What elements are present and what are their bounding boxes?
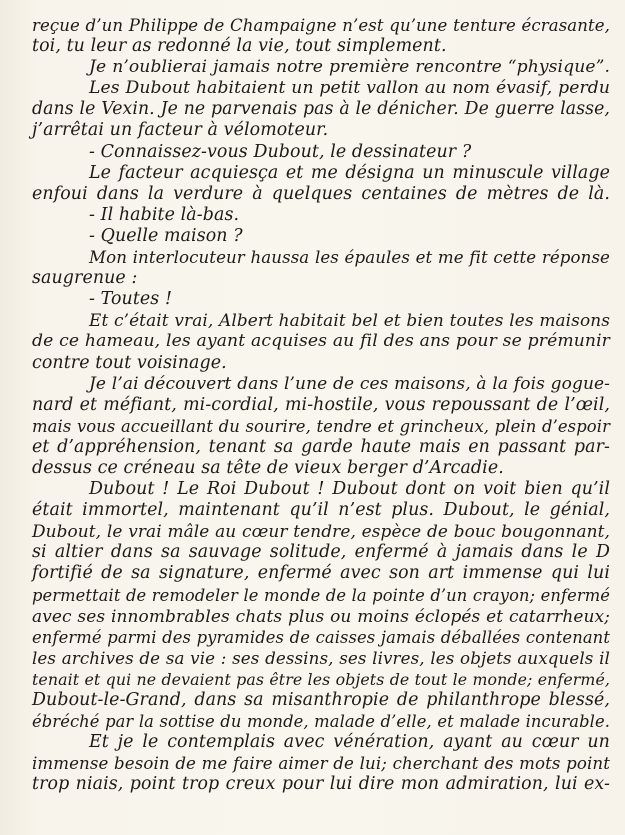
body-text [0, 15, 625, 795]
text-line: Dubout, le vrai mâle au cœur tendre, espèce de bouc bougonnant, [32, 521, 610, 542]
text-line: Les Dubout habitaient un petit vallon au nom évasif, perdu [89, 78, 610, 99]
text-line: toi, tu leur as redonné la vie, tout simplement. [32, 36, 447, 57]
text-line: et d’appréhension, tenant sa garde haute mais en passant par- [32, 436, 610, 457]
text-line: de ce hameau, les ayant acquises au fil des ans pour se prémunir [32, 331, 610, 352]
text-line: contre tout voisinage. [32, 352, 227, 373]
text-line: dans le Vexin. Je ne parvenais pas à le dénicher. De guerre lasse, [32, 99, 610, 120]
text-line: Mon interlocuteur haussa les épaules et me fit cette réponse [89, 248, 610, 268]
text-line: Dubout ! Le Roi Dubout ! Dubout dont on voit bien qu’il [89, 479, 610, 500]
text-line: était immortel, maintenant qu’il n’est plus. Dubout, le génial, [32, 500, 610, 521]
text-line: si altier dans sa sauvage solitude, enfermé à jamais dans le D [32, 542, 610, 563]
text-line: Je n’oublierai jamais notre première rencontre “physique”. [89, 57, 610, 78]
text-line: trop niais, point trop creux pour lui dire mon admiration, lui ex- [32, 774, 610, 795]
text-line: les archives de sa vie : ses dessins, ses livres, les objets auxquels il [32, 647, 610, 668]
text-line: tenait et qui ne devaient pas être les objets de tout le monde; enfermé, [32, 669, 610, 689]
text-line: reçue d’un Philippe de Champaigne n’est qu’une tenture écrasante, [32, 16, 610, 35]
text-line: ébréché par la sottise du monde, malade d’elle, et malade incurable. [32, 712, 610, 732]
text-line: j’arrêtai un facteur à vélomoteur. [32, 120, 329, 141]
text-line: nard et méfiant, mi-cordial, mi-hostile, vous repoussant de l’œil, [32, 394, 610, 415]
text-line: Et c’était vrai, Albert habitait bel et bien toutes les maisons [89, 310, 610, 331]
text-line: permettait de remodeler le monde de la pointe d’un crayon; enfermé [32, 585, 610, 605]
dialogue-line: - Quelle maison ? [89, 225, 243, 246]
text-line: avec ses innombrables chats plus ou moins éclopés et catarrheux; [32, 605, 610, 626]
text-line: saugrenue : [32, 268, 138, 289]
dialogue-line: - Connaissez-vous Dubout, le dessinateur ? [89, 141, 472, 162]
text-line: Le facteur acquiesça et me désigna un minuscule village [89, 162, 610, 183]
dialogue-line: - Il habite là-bas. [89, 204, 240, 225]
text-line: enfermé parmi des pyramides de caisses jamais déballées contenant [32, 627, 610, 647]
text-line: Et je le contemplais avec vénération, ayant au cœur un [89, 732, 610, 753]
text-line: dessus ce créneau sa tête de vieux berger d’Arcadie. [32, 457, 504, 478]
text-line: fortifié de sa signature, enfermé avec son art immense qui lui [32, 563, 610, 584]
text-line: immense besoin de me faire aimer de lui; cherchant des mots point [32, 754, 610, 774]
text-line: mais vous accueillant du sourire, tendre et grincheux, plein d’espoir [32, 416, 610, 436]
dialogue-line: - Toutes ! [89, 289, 173, 310]
text-line: enfoui dans la verdure à quelques centaines de mètres de là. [32, 183, 610, 204]
text-line: Je l’ai découvert dans l’une de ces maisons, à la fois gogue- [89, 373, 610, 394]
text-line: Dubout-le-Grand, dans sa misanthropie de philanthrope blessé, [32, 690, 610, 710]
